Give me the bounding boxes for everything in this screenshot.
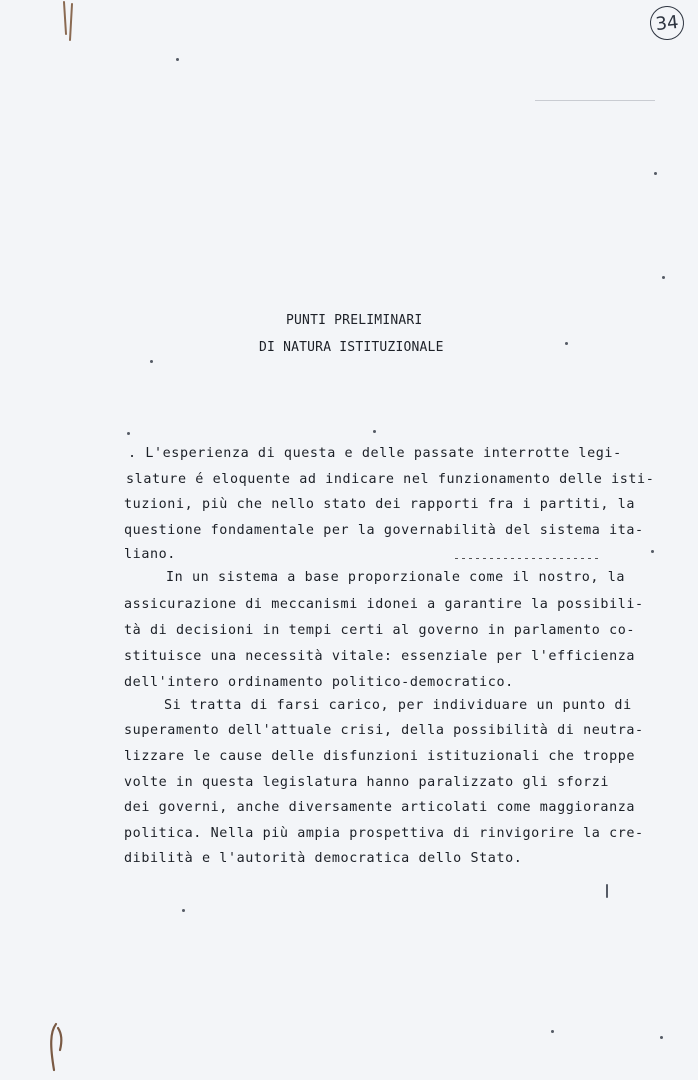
text-line: volte in questa legislatura hanno paralizzato gli sforzi bbox=[124, 775, 610, 790]
text-line: dei governi, anche diversamente articolati come maggioranza bbox=[124, 800, 636, 815]
text-line: tuzioni, più che nello stato dei rapporti fra i partiti, la bbox=[124, 497, 636, 512]
text-line: liano. bbox=[124, 547, 176, 562]
dotted-scan-artifact bbox=[455, 558, 600, 559]
text-line: slature é eloquente ad indicare nel funzionamento delle isti- bbox=[126, 472, 655, 487]
text-line: dell'intero ordinamento politico-democratico. bbox=[124, 675, 514, 690]
text-line: politica. Nella più ampia prospettiva di rinvigorire la cre- bbox=[124, 826, 644, 841]
title-line-2: DI NATURA ISTITUZIONALE bbox=[259, 340, 444, 355]
top-left-pen-mark bbox=[58, 0, 88, 45]
page-number: 34 bbox=[648, 4, 685, 41]
text-line: stituisce una necessità vitale: essenziale per l'efficienza bbox=[124, 649, 636, 664]
bottom-left-pen-mark bbox=[44, 1020, 74, 1075]
text-line: Si tratta di farsi carico, per individuare un punto di bbox=[164, 698, 632, 713]
faint-rule bbox=[535, 100, 655, 101]
text-line: assicurazione di meccanismi idonei a garantire la possibili- bbox=[124, 597, 644, 612]
title-line-1: PUNTI PRELIMINARI bbox=[286, 313, 423, 328]
text-line: tà di decisioni in tempi certi al governo in parlamento co- bbox=[124, 623, 636, 638]
text-line: superamento dell'attuale crisi, della possibilità di neutra- bbox=[124, 723, 644, 738]
text-line: lizzare le cause delle disfunzioni istituzionali che troppe bbox=[124, 749, 636, 764]
text-line: . L'esperienza di questa e delle passate interrotte legi- bbox=[128, 446, 622, 461]
text-line: questione fondamentale per la governabilità del sistema ita- bbox=[124, 523, 644, 538]
text-line: dibilità e l'autorità democratica dello Stato. bbox=[124, 851, 523, 866]
text-line: In un sistema a base proporzionale come il nostro, la bbox=[166, 570, 626, 585]
